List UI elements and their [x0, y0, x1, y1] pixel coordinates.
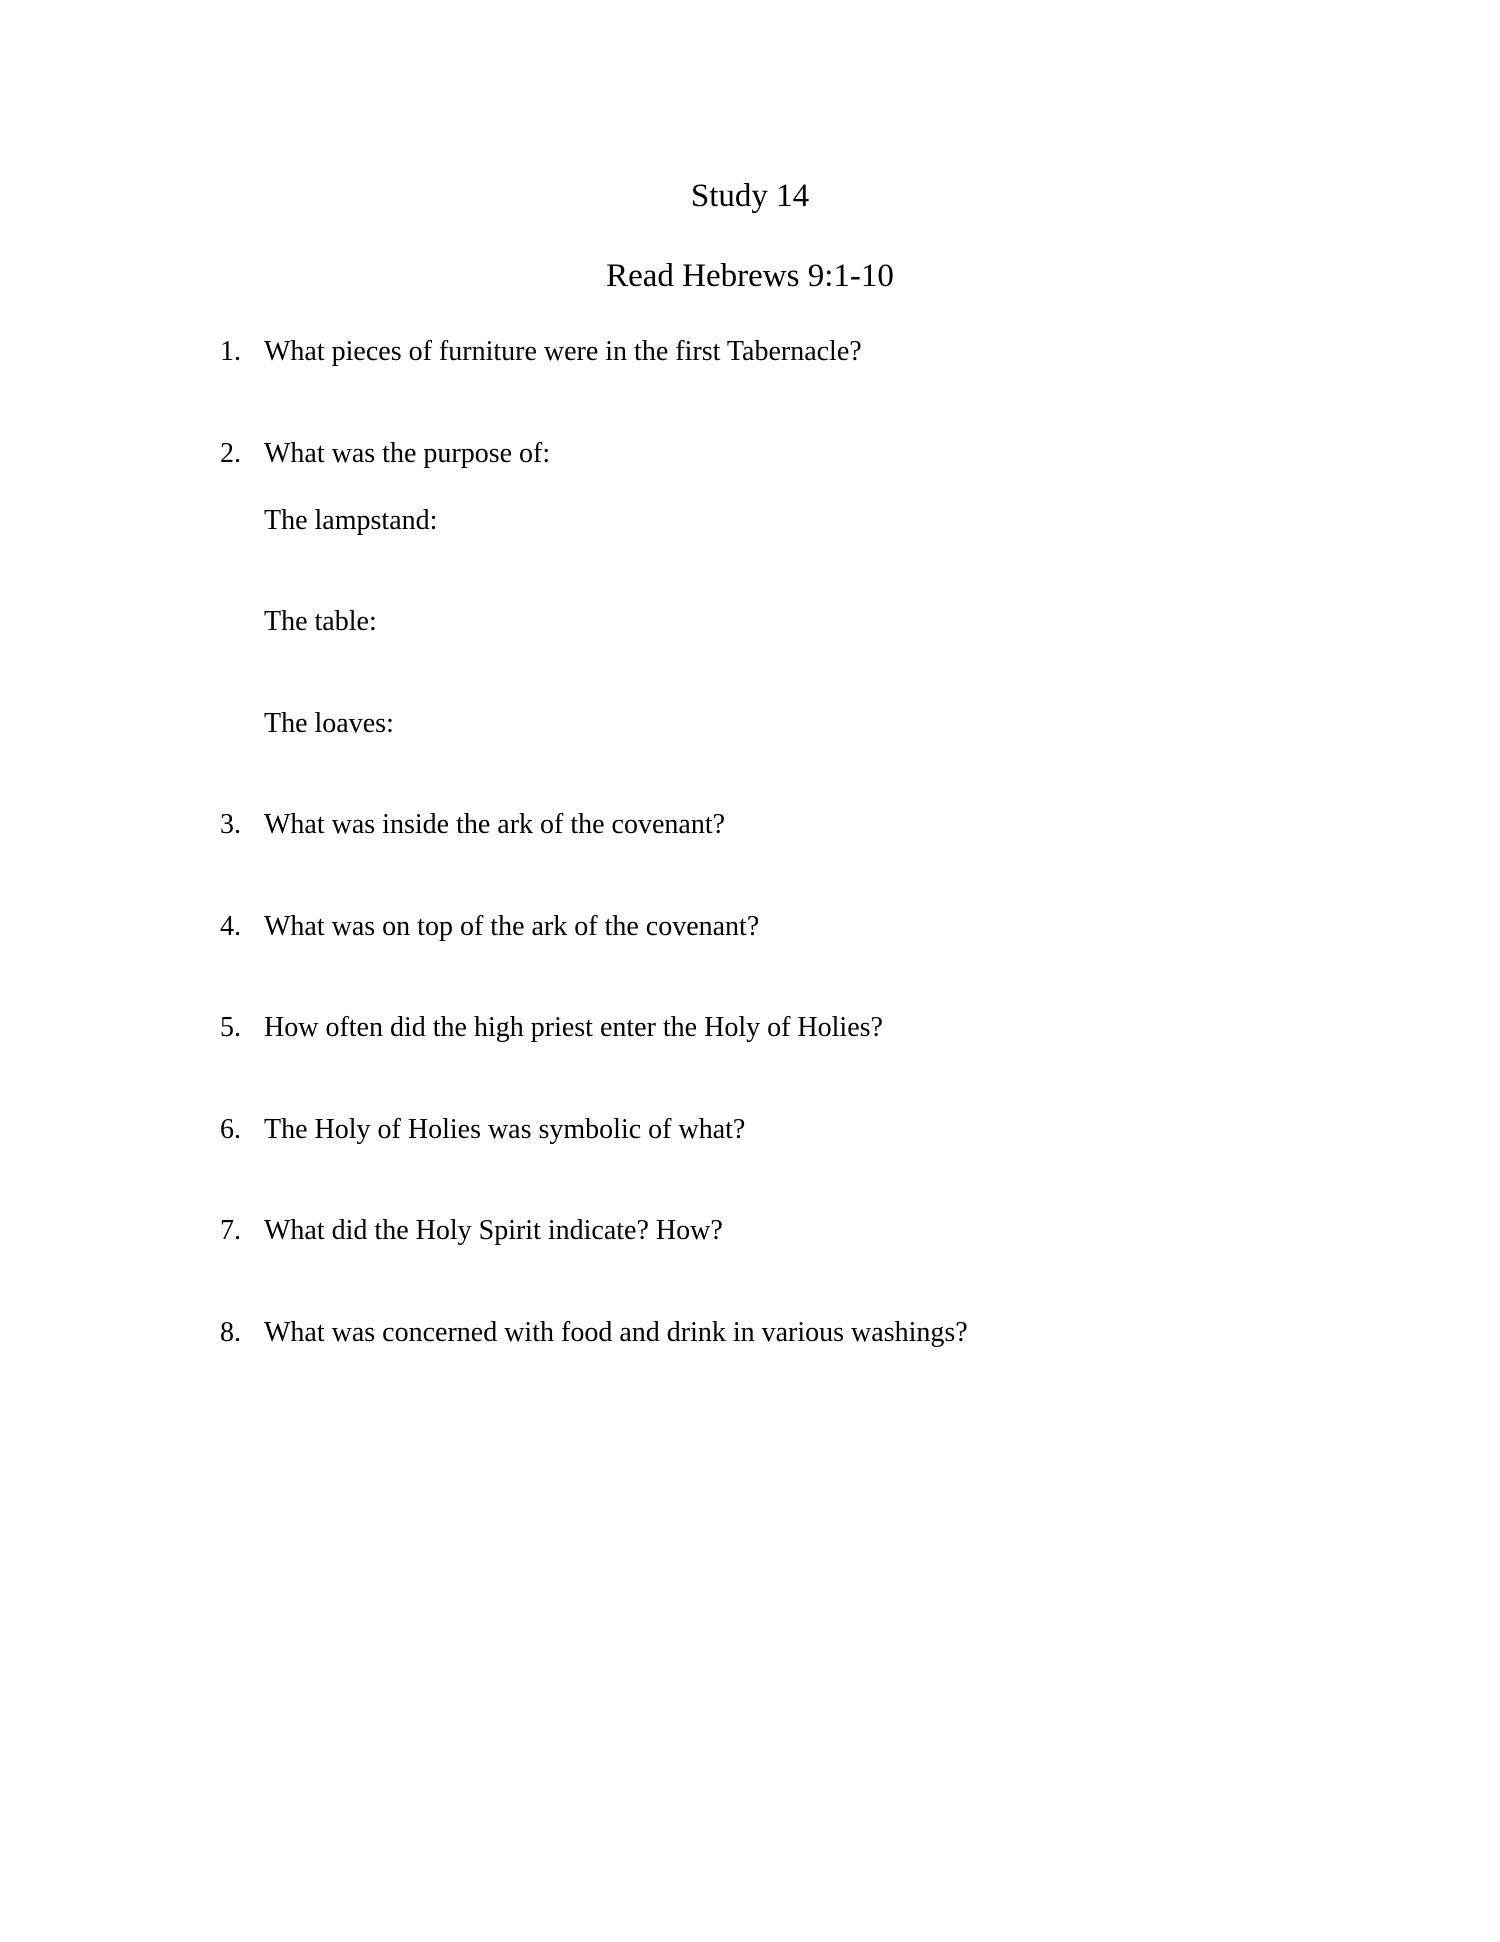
page-subtitle: Read Hebrews 9:1-10 [606, 258, 894, 294]
purpose-item-table: The table: [264, 606, 377, 637]
purpose-item-loaves: The loaves: [264, 708, 394, 739]
question-number: 2. [220, 438, 241, 469]
question-number: 8. [220, 1317, 241, 1348]
question-text: The Holy of Holies was symbolic of what? [264, 1114, 746, 1145]
page-title: Study 14 [690, 178, 810, 214]
purpose-item-lampstand: The lampstand: [264, 505, 438, 536]
question-text: What did the Holy Spirit indicate? How? [264, 1215, 723, 1246]
question-number: 1. [220, 336, 241, 367]
question-text: How often did the high priest enter the Holy of Holies? [264, 1012, 883, 1043]
question-number: 6. [220, 1114, 241, 1145]
question-number: 3. [220, 809, 241, 840]
question-number: 7. [220, 1215, 241, 1246]
question-text: What was on top of the ark of the covenant? [264, 911, 760, 942]
question-number: 5. [220, 1012, 241, 1043]
question-number: 4. [220, 911, 241, 942]
question-text: What was concerned with food and drink in various washings? [264, 1317, 968, 1348]
question-text: What was inside the ark of the covenant? [264, 809, 726, 840]
question-text: What was the purpose of: [264, 438, 551, 469]
question-text: What pieces of furniture were in the first Tabernacle? [264, 336, 862, 367]
